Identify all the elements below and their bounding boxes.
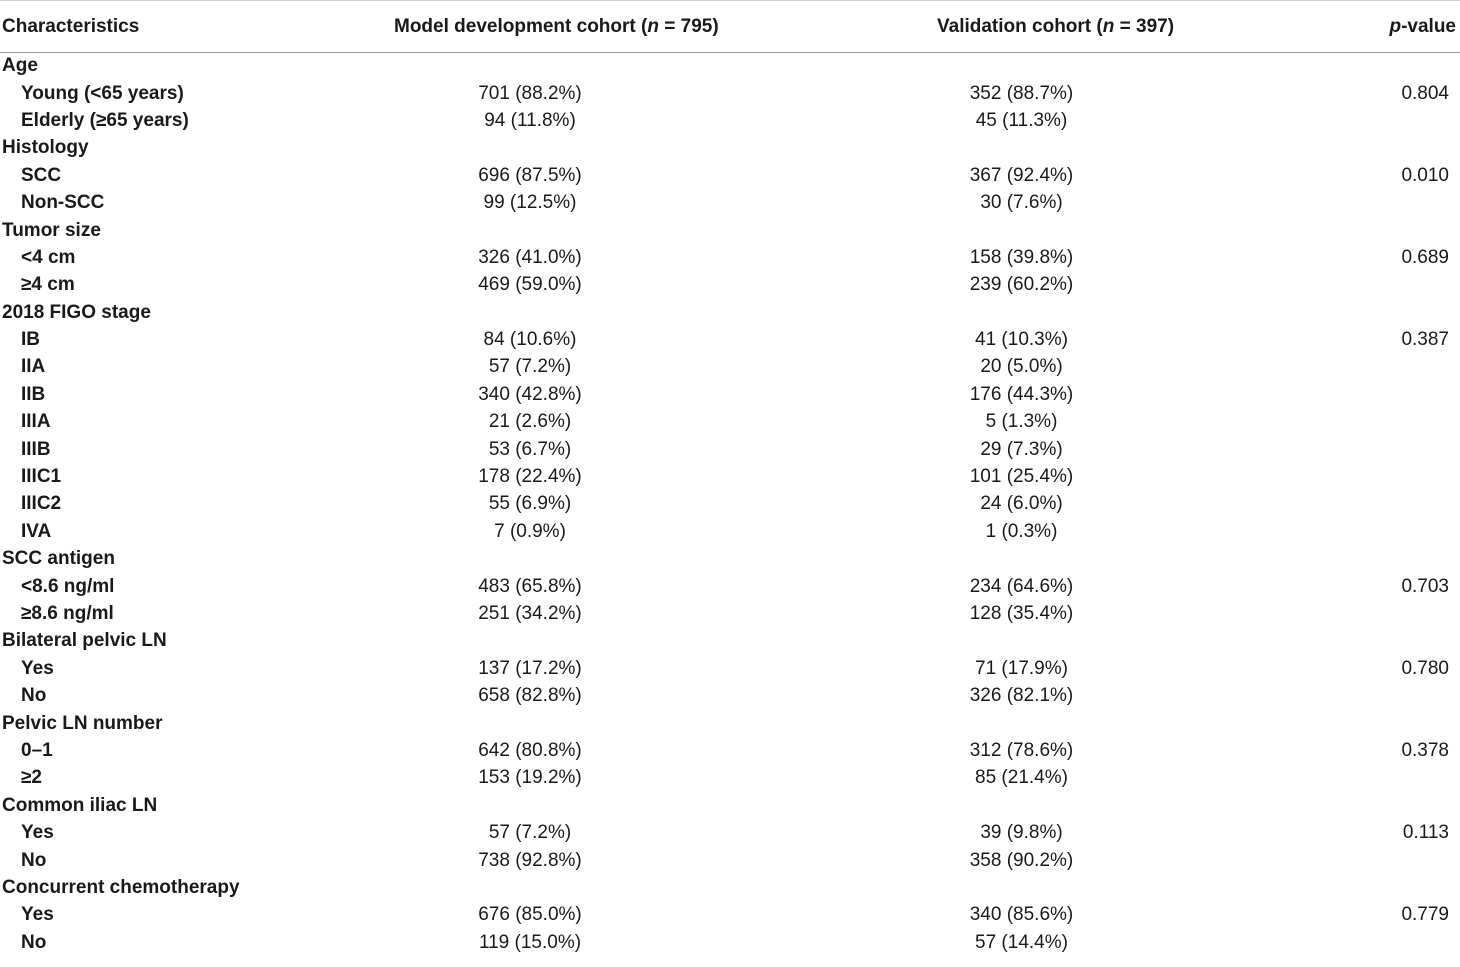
model-cohort-value: 658 (82.8%) xyxy=(478,685,582,707)
validation-cohort-cell xyxy=(742,299,1307,326)
table-row xyxy=(0,573,1460,600)
model-cohort-cell xyxy=(330,765,742,792)
validation-cohort-value: 71 (17.9%) xyxy=(975,657,1068,679)
model-cohort-cell xyxy=(330,874,742,901)
table-header xyxy=(0,1,1460,53)
model-cohort-value: 153 (19.2%) xyxy=(478,767,582,789)
subgroup-label: <8.6 ng/ml xyxy=(21,575,115,597)
validation-cohort-value: 30 (7.6%) xyxy=(980,192,1063,214)
category-row xyxy=(0,710,1460,737)
p-value-cell xyxy=(1307,710,1460,737)
model-cohort-cell xyxy=(330,929,742,956)
category-row xyxy=(0,874,1460,901)
p-value-cell xyxy=(1307,299,1460,326)
p-value-cell xyxy=(1307,600,1460,627)
model-cohort-value: 701 (88.2%) xyxy=(478,82,582,104)
p-value-cell xyxy=(1307,765,1460,792)
header-p-rest: -value xyxy=(1401,15,1456,37)
p-value-cell xyxy=(1307,628,1460,655)
validation-cohort-cell xyxy=(742,929,1307,956)
model-cohort-value: 21 (2.6%) xyxy=(488,411,572,433)
validation-cohort-cell xyxy=(742,874,1307,901)
model-cohort-cell xyxy=(330,217,742,244)
category-row xyxy=(0,792,1460,819)
validation-cohort-value: 5 (1.3%) xyxy=(985,411,1058,433)
model-cohort-value: 137 (17.2%) xyxy=(478,657,582,679)
validation-cohort-value: 358 (90.2%) xyxy=(969,849,1074,871)
model-cohort-value: 676 (85.0%) xyxy=(478,904,582,926)
table-row xyxy=(0,162,1460,189)
validation-cohort-cell xyxy=(742,737,1307,764)
p-value-cell: 0.113 xyxy=(1402,822,1449,844)
validation-cohort-cell xyxy=(742,244,1307,271)
model-cohort-cell xyxy=(330,107,742,134)
header-validation-cohort xyxy=(742,1,1307,53)
subgroup-label: <4 cm xyxy=(21,246,76,268)
validation-cohort-cell xyxy=(742,463,1307,490)
validation-cohort-value: 24 (6.0%) xyxy=(980,493,1063,515)
model-cohort-cell xyxy=(330,326,742,353)
validation-cohort-cell xyxy=(742,53,1307,80)
table-row xyxy=(0,819,1460,846)
validation-cohort-value: 176 (44.3%) xyxy=(969,383,1074,405)
validation-cohort-cell xyxy=(742,792,1307,819)
validation-cohort-value: 158 (39.8%) xyxy=(969,246,1074,268)
model-cohort-cell xyxy=(330,244,742,271)
p-value-cell xyxy=(1307,436,1460,463)
category-label: Histology xyxy=(2,137,89,159)
validation-cohort-cell xyxy=(742,518,1307,545)
subgroup-label: ≥2 xyxy=(21,767,42,789)
subgroup-label: IB xyxy=(21,329,40,351)
p-value-cell: 0.804 xyxy=(1401,82,1449,104)
header-p-value xyxy=(1307,1,1460,53)
category-row xyxy=(0,53,1460,80)
subgroup-label: Non-SCC xyxy=(21,192,105,214)
p-value-cell: 0.780 xyxy=(1401,657,1449,679)
subgroup-label: IIIC2 xyxy=(21,493,62,515)
model-cohort-value: 178 (22.4%) xyxy=(478,466,582,488)
validation-cohort-cell xyxy=(742,326,1307,353)
model-cohort-cell xyxy=(330,737,742,764)
model-cohort-cell xyxy=(330,381,742,408)
table-row xyxy=(0,682,1460,709)
header-p-italic: p xyxy=(1389,15,1402,37)
subgroup-label: IIIC1 xyxy=(21,466,62,488)
validation-cohort-cell xyxy=(742,655,1307,682)
table-row xyxy=(0,600,1460,627)
subgroup-label: No xyxy=(21,685,47,707)
table-row xyxy=(0,189,1460,216)
p-value-cell xyxy=(1307,189,1460,216)
validation-cohort-cell xyxy=(742,162,1307,189)
validation-cohort-cell xyxy=(742,354,1307,381)
model-cohort-value: 84 (10.6%) xyxy=(483,329,577,351)
category-label: Common iliac LN xyxy=(2,794,158,816)
validation-cohort-value: 20 (5.0%) xyxy=(980,356,1063,378)
subgroup-label: Yes xyxy=(21,657,54,679)
category-row xyxy=(0,546,1460,573)
category-row xyxy=(0,135,1460,162)
validation-cohort-value: 39 (9.8%) xyxy=(980,822,1063,844)
validation-cohort-value: 41 (10.3%) xyxy=(975,329,1068,351)
header-model-suffix: = 795) xyxy=(658,15,719,37)
p-value-cell xyxy=(1307,874,1460,901)
subgroup-label: IIA xyxy=(21,356,46,378)
validation-cohort-cell xyxy=(742,765,1307,792)
subgroup-label: 0–1 xyxy=(21,739,53,761)
validation-cohort-cell xyxy=(742,381,1307,408)
category-label: SCC antigen xyxy=(2,548,115,570)
p-value-cell xyxy=(1307,792,1460,819)
subgroup-label: ≥4 cm xyxy=(21,274,75,296)
header-model-prefix: Model development cohort ( xyxy=(394,15,648,37)
validation-cohort-cell xyxy=(742,819,1307,846)
validation-cohort-cell xyxy=(742,682,1307,709)
p-value-cell xyxy=(1307,272,1460,299)
validation-cohort-cell xyxy=(742,491,1307,518)
category-label: 2018 FIGO stage xyxy=(2,301,151,323)
validation-cohort-cell xyxy=(742,80,1307,107)
p-value-cell xyxy=(1307,463,1460,490)
model-cohort-cell xyxy=(330,354,742,381)
p-value-cell xyxy=(1307,546,1460,573)
p-value-cell xyxy=(1307,381,1460,408)
p-value-cell: 0.689 xyxy=(1401,246,1449,268)
model-cohort-cell xyxy=(330,792,742,819)
category-label: Age xyxy=(2,55,38,77)
model-cohort-cell xyxy=(330,573,742,600)
validation-cohort-value: 352 (88.7%) xyxy=(969,82,1074,104)
model-cohort-cell xyxy=(330,710,742,737)
table-body xyxy=(0,53,1460,957)
subgroup-label: Elderly (≥65 years) xyxy=(21,109,189,131)
p-value-cell: 0.703 xyxy=(1401,575,1449,597)
validation-cohort-value: 234 (64.6%) xyxy=(969,575,1074,597)
header-row xyxy=(0,1,1460,53)
validation-cohort-cell xyxy=(742,710,1307,737)
subgroup-label: Yes xyxy=(21,822,54,844)
table-row xyxy=(0,80,1460,107)
model-cohort-value: 642 (80.8%) xyxy=(478,739,582,761)
subgroup-label: IVA xyxy=(21,520,52,542)
validation-cohort-value: 340 (85.6%) xyxy=(969,904,1074,926)
table-row xyxy=(0,737,1460,764)
model-cohort-value: 696 (87.5%) xyxy=(478,164,582,186)
model-cohort-value: 57 (7.2%) xyxy=(488,822,572,844)
model-cohort-cell xyxy=(330,409,742,436)
model-cohort-value: 7 (0.9%) xyxy=(494,520,566,542)
subgroup-label: IIB xyxy=(21,383,46,405)
model-cohort-cell xyxy=(330,682,742,709)
model-cohort-value: 119 (15.0%) xyxy=(478,931,582,953)
table-row xyxy=(0,518,1460,545)
p-value-cell: 0.779 xyxy=(1401,904,1449,926)
validation-cohort-cell xyxy=(742,409,1307,436)
validation-cohort-value: 128 (35.4%) xyxy=(969,603,1074,624)
table-row xyxy=(0,463,1460,490)
p-value-cell: 0.010 xyxy=(1401,164,1449,186)
model-cohort-cell xyxy=(330,272,742,299)
table-row xyxy=(0,765,1460,792)
model-cohort-cell xyxy=(330,436,742,463)
subgroup-label: No xyxy=(21,931,47,953)
header-valid-suffix: = 397) xyxy=(1114,15,1175,37)
subgroup-label: IIIA xyxy=(21,411,51,433)
model-cohort-value: 326 (41.0%) xyxy=(478,246,582,268)
p-value-cell xyxy=(1307,53,1460,80)
p-value-cell xyxy=(1307,491,1460,518)
table-row xyxy=(0,409,1460,436)
table-row xyxy=(0,847,1460,874)
model-cohort-value: 469 (59.0%) xyxy=(478,274,582,296)
validation-cohort-value: 312 (78.6%) xyxy=(969,739,1074,761)
validation-cohort-value: 29 (7.3%) xyxy=(980,438,1063,460)
model-cohort-value: 99 (12.5%) xyxy=(483,192,577,214)
p-value-cell xyxy=(1307,409,1460,436)
header-model-n: n xyxy=(647,15,659,37)
table-row xyxy=(0,326,1460,353)
table-row xyxy=(0,902,1460,929)
validation-cohort-cell xyxy=(742,902,1307,929)
validation-cohort-value: 85 (21.4%) xyxy=(975,767,1068,789)
table-row xyxy=(0,436,1460,463)
validation-cohort-value: 326 (82.1%) xyxy=(969,685,1074,707)
model-cohort-cell xyxy=(330,162,742,189)
table-row xyxy=(0,381,1460,408)
model-cohort-value: 55 (6.9%) xyxy=(488,493,572,515)
validation-cohort-value: 57 (14.4%) xyxy=(975,931,1068,953)
category-label: Pelvic LN number xyxy=(2,712,163,734)
table-row xyxy=(0,107,1460,134)
p-value-cell xyxy=(1307,107,1460,134)
table-row xyxy=(0,491,1460,518)
model-cohort-cell xyxy=(330,518,742,545)
model-cohort-cell xyxy=(330,546,742,573)
table-row xyxy=(0,272,1460,299)
header-characteristics: Characteristics xyxy=(0,1,330,53)
validation-cohort-cell xyxy=(742,217,1307,244)
p-value-cell xyxy=(1307,682,1460,709)
p-value-cell xyxy=(1307,217,1460,244)
validation-cohort-cell xyxy=(742,135,1307,162)
p-value-cell: 0.387 xyxy=(1401,329,1449,351)
model-cohort-cell xyxy=(330,600,742,627)
subgroup-label: ≥8.6 ng/ml xyxy=(21,603,114,624)
header-model-development-cohort xyxy=(330,1,742,53)
p-value-cell xyxy=(1307,135,1460,162)
validation-cohort-cell xyxy=(742,600,1307,627)
validation-cohort-cell xyxy=(742,546,1307,573)
table-row xyxy=(0,244,1460,271)
model-cohort-value: 53 (6.7%) xyxy=(488,438,572,460)
validation-cohort-cell xyxy=(742,436,1307,463)
subgroup-label: SCC xyxy=(21,164,62,186)
category-label: Concurrent chemotherapy xyxy=(2,876,240,898)
category-row xyxy=(0,217,1460,244)
category-row xyxy=(0,299,1460,326)
validation-cohort-value: 239 (60.2%) xyxy=(969,274,1074,296)
category-row xyxy=(0,628,1460,655)
p-value-cell xyxy=(1307,518,1460,545)
model-cohort-value: 340 (42.8%) xyxy=(478,383,582,405)
model-cohort-cell xyxy=(330,80,742,107)
validation-cohort-cell xyxy=(742,189,1307,216)
category-label: Bilateral pelvic LN xyxy=(2,630,167,652)
model-cohort-value: 483 (65.8%) xyxy=(478,575,582,597)
model-cohort-cell xyxy=(330,847,742,874)
validation-cohort-value: 1 (0.3%) xyxy=(985,520,1058,542)
header-valid-prefix: Validation cohort ( xyxy=(937,15,1103,37)
validation-cohort-value: 101 (25.4%) xyxy=(969,466,1074,488)
validation-cohort-value: 367 (92.4%) xyxy=(969,164,1074,186)
validation-cohort-cell xyxy=(742,107,1307,134)
subgroup-label: No xyxy=(21,849,47,871)
model-cohort-cell xyxy=(330,463,742,490)
table-row xyxy=(0,655,1460,682)
model-cohort-cell xyxy=(330,655,742,682)
model-cohort-value: 94 (11.8%) xyxy=(484,109,576,131)
model-cohort-value: 738 (92.8%) xyxy=(478,849,582,871)
table-row xyxy=(0,929,1460,956)
model-cohort-cell xyxy=(330,491,742,518)
subgroup-label: IIIB xyxy=(21,438,51,460)
validation-cohort-cell xyxy=(742,272,1307,299)
validation-cohort-cell xyxy=(742,628,1307,655)
p-value-cell xyxy=(1307,929,1460,956)
model-cohort-cell xyxy=(330,53,742,80)
p-value-cell: 0.378 xyxy=(1401,739,1449,761)
validation-cohort-value: 45 (11.3%) xyxy=(975,109,1068,131)
model-cohort-value: 57 (7.2%) xyxy=(488,356,572,378)
validation-cohort-cell xyxy=(742,847,1307,874)
model-cohort-cell xyxy=(330,189,742,216)
model-cohort-value: 251 (34.2%) xyxy=(478,603,582,624)
model-cohort-cell xyxy=(330,902,742,929)
header-valid-n: n xyxy=(1102,15,1115,37)
p-value-cell xyxy=(1307,354,1460,381)
model-cohort-cell xyxy=(330,819,742,846)
validation-cohort-cell xyxy=(742,573,1307,600)
subgroup-label: Yes xyxy=(21,904,54,926)
subgroup-label: Young (<65 years) xyxy=(21,82,184,104)
model-cohort-cell xyxy=(330,628,742,655)
model-cohort-cell xyxy=(330,135,742,162)
table-row xyxy=(0,354,1460,381)
category-label: Tumor size xyxy=(2,219,101,241)
model-cohort-cell xyxy=(330,299,742,326)
p-value-cell xyxy=(1307,847,1460,874)
